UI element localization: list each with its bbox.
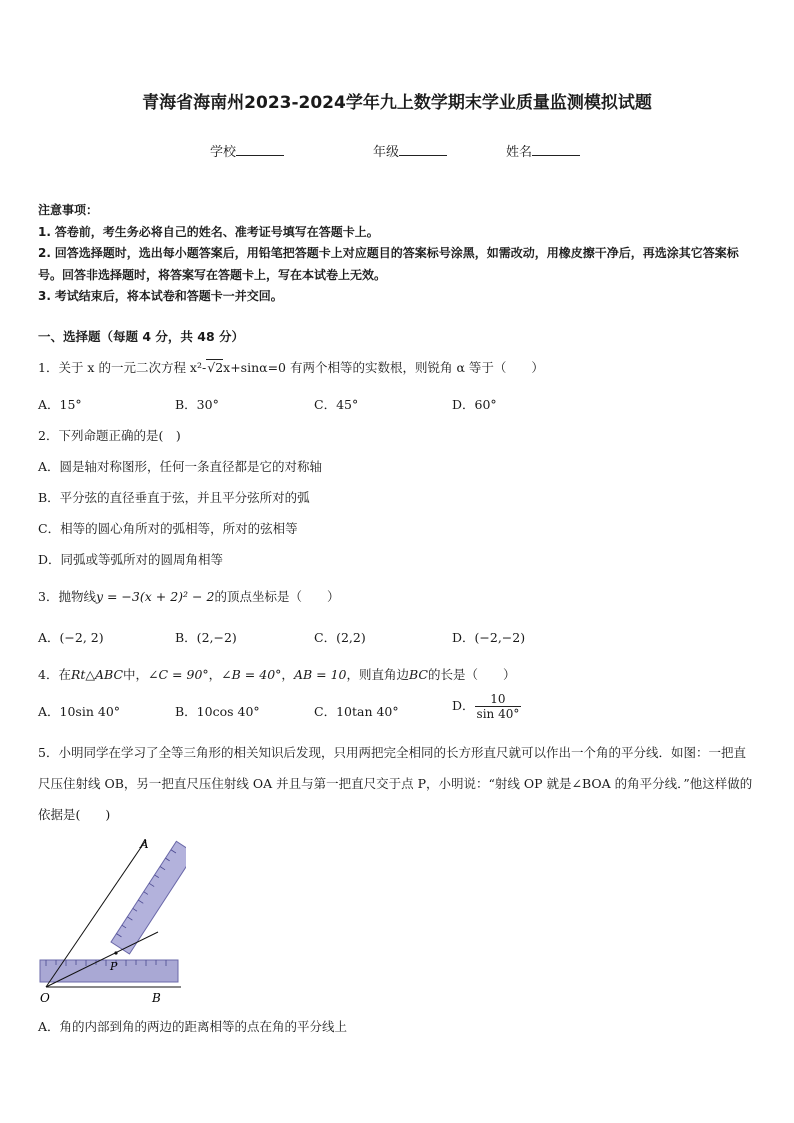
question-3-options (38, 628, 738, 650)
question-3: 3．抛物线y = −3(x + 2)² − 2的顶点坐标是（ ） (38, 589, 340, 604)
question-2: 2．下列命题正确的是( ) (38, 428, 181, 443)
notice-item: 2. 回答选择题时，选出每小题答案后，用铅笔把答题卡上对应题目的答案标号涂黑，如需改动，用橡皮擦干净后，再选涂其它答案标号。回答非选择题时，将答案写在答题卡上，写在本试卷上无效。 (38, 246, 739, 282)
name-label: 姓名 (506, 145, 533, 160)
question-5: 5．小明同学在学习了全等三角形的相关知识后发现，只用两把完全相同的长方形直尺就可以作出一个角的平分线．如图：一把直尺压住射线 OB，另一把直尺压住射线 OA 并且与第一把直尺交于点 P，小明说：“射线 OP 就是∠BOA 的角平分线．”他这样做的依据是( ) (38, 745, 753, 822)
option-a: A．角的内部到角的两边的距离相等的点在角的平分线上 (38, 1019, 348, 1034)
option-a: A．(−2, 2) (38, 630, 104, 645)
option-d: D．60° (452, 397, 497, 412)
school-field (210, 141, 284, 160)
option-c: C．相等的圆心角所对的弧相等，所对的弦相等 (38, 521, 298, 536)
fraction: $\frac{10}{\sin 40^\circ}$ (476, 692, 520, 721)
option-d: D．(−2,−2) (452, 630, 526, 645)
label-o: O (40, 991, 50, 1005)
option-d: D．同弧或等弧所对的圆周角相等 (38, 552, 224, 567)
sqrt-term: √2 (207, 360, 224, 375)
school-label: 学校 (210, 145, 237, 160)
horizontal-ruler (40, 960, 178, 982)
notice-block (38, 200, 758, 308)
option-c: C．45° (314, 397, 359, 412)
label-p: P (110, 960, 118, 973)
option-b: B．(2,−2) (175, 630, 237, 645)
point-p (114, 951, 117, 954)
option-a: A．圆是轴对称图形，任何一条直径都是它的对称轴 (38, 459, 323, 474)
option-d: D． $\frac{10}{\sin 40^\circ}$ (452, 692, 520, 721)
notice-item: 1. 答卷前，考生务必将自己的姓名、准考证号填写在答题卡上。 (38, 224, 379, 239)
option-c: C．10tan 40° (314, 704, 399, 719)
grade-blank (399, 143, 447, 156)
school-blank (236, 143, 284, 156)
option-b: B．30° (175, 397, 219, 412)
option-a: A．15° (38, 397, 82, 412)
option-b: B．10cos 40° (175, 704, 260, 719)
option-c: C．(2,2) (314, 630, 366, 645)
grade-field (373, 141, 447, 160)
section-heading: 一、选择题（每题 4 分，共 48 分） (38, 329, 245, 344)
label-b: B (152, 991, 161, 1005)
question-4: 4．在Rt△ABC中，∠C = 90°，∠B = 40°，AB = 10，则直角边BC的长是（ ） (38, 667, 516, 682)
label-a: A (140, 837, 149, 851)
parabola-expr: y = −3(x + 2)² − 2 (95, 589, 215, 604)
question-4-options (38, 692, 738, 732)
option-b: B．平分弦的直径垂直于弦，并且平分弦所对的弧 (38, 490, 310, 505)
grade-label: 年级 (373, 145, 400, 160)
name-blank (532, 143, 580, 156)
notice-heading: 注意事项： (38, 203, 99, 217)
exam-title: 青海省海南州2023-2024学年九上数学期末学业质量监测模拟试题 (142, 93, 652, 113)
option-a: A．10sin 40° (38, 704, 121, 719)
name-field (506, 141, 580, 160)
question-1-options (38, 395, 738, 417)
ruler-figure (36, 832, 186, 1010)
question-1: 1．关于 x 的一元二次方程 x²-√2x+sinα=0 有两个相等的实数根，则锐角 α 等于（ ） (38, 360, 544, 375)
notice-item: 3. 考试结束后，将本试卷和答题卡一并交回。 (38, 289, 283, 303)
